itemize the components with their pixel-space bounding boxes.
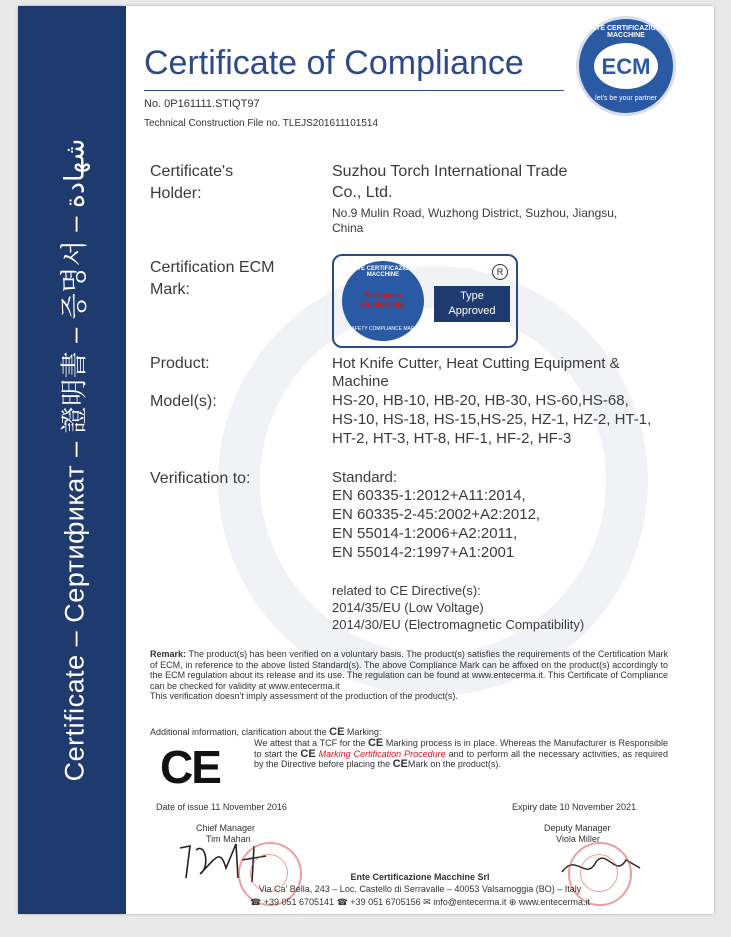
product-line-2: Machine xyxy=(332,373,389,390)
badge-center xyxy=(342,291,424,309)
tcf-number: Technical Construction File no. TLEJS201611101514 xyxy=(144,118,379,129)
ecm-mark-badge xyxy=(342,261,424,341)
models-line-2: HS-10, HS-18, HS-15,HS-25, HZ-1, HZ-2, HT-1, xyxy=(332,411,652,428)
models-label: Model(s): xyxy=(150,393,217,410)
type-approved-box xyxy=(434,286,510,322)
holder-name-1: Suzhou Torch International Trade xyxy=(332,163,568,180)
holder-name-2: Co., Ltd. xyxy=(332,184,393,201)
certificate-content xyxy=(126,6,714,914)
holder-label-1: Certificate's xyxy=(150,163,234,180)
product-label: Product: xyxy=(150,355,210,372)
remark-body: The product(s) has been verified on a voluntary basis. The product(s) satisfies the requirements of the Certification Mark of ECM, in reference to the above listed Standard(s). The above Compliance Mark can be affixed on the product(s) accordingly to the ECM regulation about its release and its use. The regulation can be found at www.entecerma.it. This Certificate of Compliance can be checked for validity at www.entecerma.it xyxy=(150,649,669,691)
standard-item: EN 60335-1:2012+A11:2014, xyxy=(332,487,526,504)
remark-block xyxy=(150,649,668,702)
directive-label: related to CE Directive(s): xyxy=(332,583,481,598)
additional-info-text: Additional information, clarification about the xyxy=(150,727,327,737)
remark-head: Remark: xyxy=(150,649,187,659)
footer-address: Via Ca' Bella, 243 – Loc. Castello di Serravalle – 40053 Valsamoggia (BO) – Italy xyxy=(258,884,582,894)
ce-small-icon: CE xyxy=(329,726,345,738)
verification-label: Verification to: xyxy=(150,470,251,487)
footer-contacts xyxy=(126,897,714,908)
title-divider xyxy=(144,90,564,91)
left-signatory-role: Chief Manager xyxy=(196,823,256,833)
ce-text-2: Marking process is in place. Whereas the Manufacturer is Responsible to start the xyxy=(254,738,668,759)
models-line-1: HS-20, HB-10, HB-20, HB-30, HS-60,HS-68, xyxy=(332,392,629,409)
standard-label: Standard: xyxy=(332,469,398,486)
directive-item: 2014/35/EU (Low Voltage) xyxy=(332,600,484,615)
ecm-mark-box xyxy=(332,254,518,348)
ce-statement xyxy=(254,738,668,770)
footer-website: ⊕ www.entecerma.it xyxy=(508,897,590,907)
remark-note: This verification doesn't imply assessment of the production of the product(s). xyxy=(150,691,458,701)
directive-item: 2014/30/EU (Electromagnetic Compatibility) xyxy=(332,617,585,632)
holder-address-2: China xyxy=(332,221,364,235)
mark-label-1: Certification ECM xyxy=(150,259,275,276)
badge-ring-bottom: SAFETY COMPLIANCE MARK xyxy=(348,326,418,332)
badge-ring-top: ENTE CERTIFICAZIONE MACCHINE xyxy=(348,266,417,278)
ce-text-1: We attest that a TCF for the xyxy=(254,738,366,748)
ce-mark-icon: CE xyxy=(160,741,220,793)
footer-organization: Ente Certificazione Macchine Srl xyxy=(350,872,490,882)
certificate-number: No. 0P161111.STIQT97 xyxy=(144,98,260,110)
models-line-3: HT-2, HT-3, HT-8, HF-1, HF-2, HF-3 xyxy=(332,430,572,447)
right-signatory-name: Viola Miller xyxy=(556,834,600,844)
holder-address-1: No.9 Mulin Road, Wuzhong District, Suzhou, Jiangsu, xyxy=(332,206,618,220)
right-signatory-role: Deputy Manager xyxy=(544,823,611,833)
ce-text-3: and to perform all the necessary activities, as required by the Directive before placing the xyxy=(254,748,668,769)
ecm-logo xyxy=(576,16,676,116)
ecm-logo-ring-top: ENTE CERTIFICAZIONE MACCHINE xyxy=(586,25,666,39)
side-band-text: Certificate – Сертификат – 證明書 – 증명서 – شهادة xyxy=(59,138,90,782)
type-approved-line-1: Type xyxy=(460,290,484,302)
ce-small-icon: CE xyxy=(367,737,384,749)
ce-text-4: Mark on the product(s). xyxy=(407,759,501,769)
type-approved-line-2: Approved xyxy=(448,305,496,317)
ce-small-icon: CE xyxy=(392,758,408,770)
standard-item: EN 60335-2-45:2002+A2:2012, xyxy=(332,506,541,523)
ecm-logo-core xyxy=(594,43,658,89)
standard-item: EN 55014-1:2006+A2:2011, xyxy=(332,525,518,542)
additional-info-end: Marking: xyxy=(346,727,382,737)
standard-item: EN 55014-2:1997+A1:2001 xyxy=(332,544,515,561)
footer-email: ✉ info@entecerma.it xyxy=(423,897,507,907)
footer-phone: ☎ +39 051 6705141 xyxy=(250,897,335,907)
product-line-1: Hot Knife Cutter, Heat Cutting Equipment & xyxy=(332,355,620,372)
ecm-logo-tagline: let's be your partner xyxy=(595,95,657,102)
badge-center-line-2: Conformity xyxy=(361,300,405,309)
mark-label-2: Mark: xyxy=(150,281,190,298)
additional-info xyxy=(150,726,381,738)
expiry-date: Expiry date 10 November 2021 xyxy=(512,802,637,812)
issue-date: Date of issue 11 November 2016 xyxy=(156,802,287,812)
ecm-logo-text: ECM xyxy=(601,54,651,79)
holder-label-2: Holder: xyxy=(150,185,202,202)
ce-text-red: Marking Certification Procedure xyxy=(318,748,446,759)
footer-fax: ☎ +39 051 6705156 xyxy=(336,897,421,907)
certificate-page xyxy=(18,6,714,914)
left-signatory-name: Tim Mahan xyxy=(206,834,251,844)
badge-center-line-1: European xyxy=(364,291,402,300)
registered-icon: R xyxy=(492,264,508,280)
side-band xyxy=(18,6,126,914)
ce-small-icon: CE xyxy=(300,747,316,760)
page-title: Certificate of Compliance xyxy=(144,44,524,82)
